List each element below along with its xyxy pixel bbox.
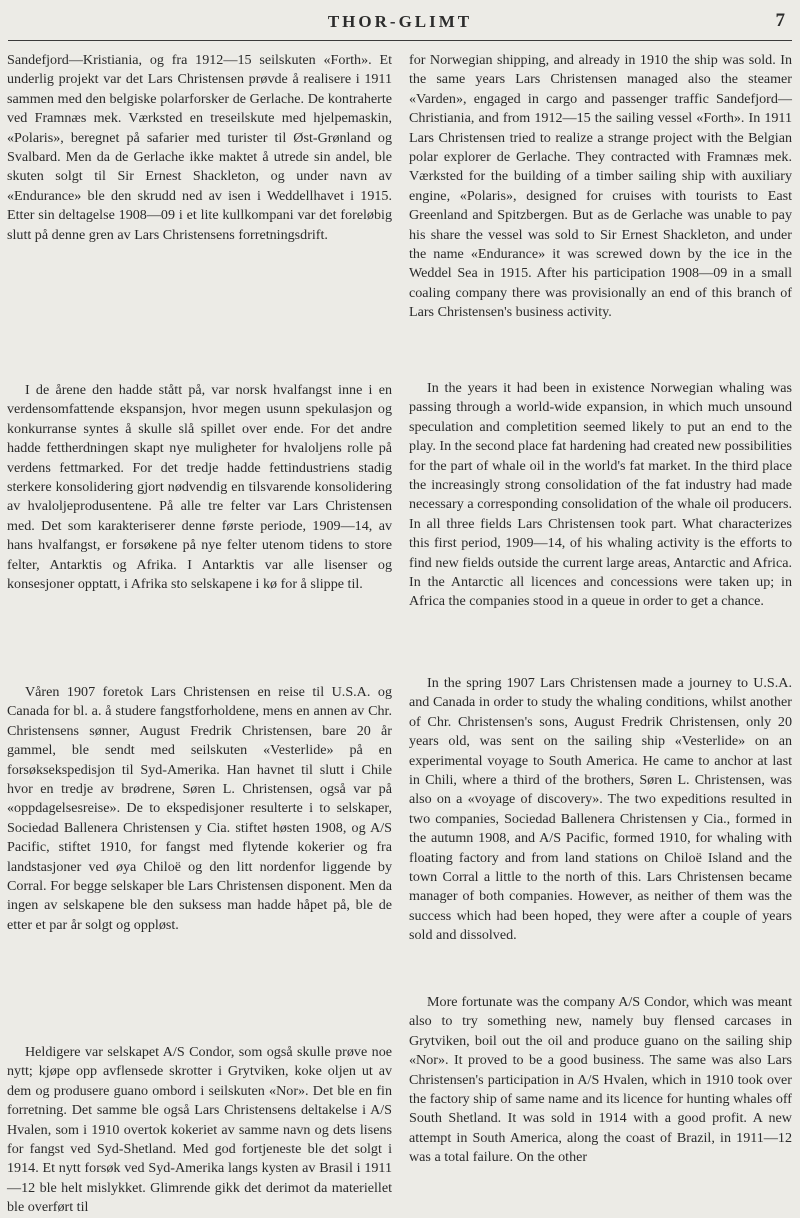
- english-paragraph: More fortunate was the company A/S Condor, which was meant also to try something new, namely buy flensed carcases in Grytviken, boil out the oil and produce guano on the sailing ship «Nor». It proved to be a good business. The same was also Lars Christensen's participation in A/S Hvalen, which in 1910 took over the factory ship of same name and its licence for hunting whales off South Shetland. It was sold in 1914 with a good profit. A new attempt in South America, along the coast of Brazil, in 1911—12 was a total failure. On the other: [409, 994, 792, 1166]
- norwegian-column: [7, 51, 392, 1216]
- header-rule: [8, 40, 792, 41]
- norwegian-paragraph: Våren 1907 foretok Lars Christensen en reise til U.S.A. og Canada for bl. a. å studere fangstforholdene, mens en annen av Chr. Christensens sønner, August Fredrik Christensen, bare 20 år gammel, ble sendt med seilskuten «Vesterlide» på en forsøksekspedisjon til Syd-Amerika. Han havnet til slutt i Chile hvor en tredje av brødrene, Søren L. Christensen, også var på «oppdagelsesreise». De to ekspedisjoner resulterte i to selskaper, Sociedad Ballenera Christensen y Cia. stiftet høsten 1908, og A/S Pacific, stiftet 1910, for fangst med flytende kokerier og fra landstasjoner ved øya Chiloë og den litt nordenfor liggende by Corral. For begge selskaper ble Lars Christensen disponent. Men da ingen av selskapene ble den suksess man hadde håpet på, ble de etter et par år solgt og oppløst.: [7, 684, 392, 933]
- english-paragraph: In the years it had been in existence Norwegian whaling was passing through a world-wide expansion, in which much unsound speculation and completition seemed likely to put an end to the play. In the second place fat hardening had created new possibilities for the part of whale oil in the world's fat market. In the third place the increasingly strong consolidation of the fat industry had made necessary a corresponding consolidation of the whale oil producers. In all three fields Lars Christensen took part. What characterizes this first period, 1909—14, of his whaling activity is the efforts to find new fields outside the current large areas, Antarctic and Africa. In the Antarctic all licences and concessions were taken up; in Africa the companies stood in a queue in order to get a chance.: [409, 380, 793, 610]
- norwegian-paragraph: Sandefjord—Kristiania, og fra 1912—15 seilskuten «Forth». Et underlig projekt var det Lars Christensen prøvde å realisere i 1911 sammen med den belgiske polarforsker de Gerlache. De kontraherte ved Framnæs mek. Værksted en treseilskute med hjelpemaskin, «Polaris», beregnet på safarier med turister til Øst-Grønland og Svalbard. Men da de Gerlache ikke maktet å utrede sin andel, ble skuten solgt til Sir Ernest Shackleton, og under navn av «Endurance» ble den skrudd ned av isen i Weddellhavet i 1915. Etter sin deltagelse 1908—09 i et lite kullkompani var det foreløbig slutt på denne gren av Lars Christensens forretningsdrift.: [7, 52, 392, 243]
- english-paragraph: for Norwegian shipping, and already in 1910 the ship was sold. In the same years Lars Christensen managed also the steamer «Varden», engaged in cargo and passenger traffic Sandefjord—Christiania, and from 1912—15 the sailing vessel «Forth». In 1911 Lars Christensen tried to realize a strange project with the Belgian polar explorer de Gerlache. They contracted with Framnæs mek. Værksted for the building of a timber sailing ship with auxiliary engine, «Polaris», designed for cruises with tourists to East Greenland and Spitzbergen. But as de Gerlache was unable to pay his share the vessel was sold to Sir Ernest Shackleton, and under the name «Endurance» it was screwed down by the ice in the Weddel Sea in 1915. After his participation 1908—09 in a small coaling company there was provisionally an end of this branch of Lars Christensen's business activity.: [409, 52, 792, 321]
- english-column: [409, 51, 792, 1201]
- norwegian-paragraph: I de årene den hadde stått på, var norsk hvalfangst inne i en verdensomfattende ekspansjon, hvor megen usunn spekulasjon og konkurranse syntes å skulle slå spillet over ende. For det andre hadde fettherdningen skapt nye muligheter for hvaloljens rolle på verdens fettmarked. For det tredje hadde fettindustriens stadig sterkere konsolidering gjort nødvendig en tilsvarende konsolidering av hvaloljeprodusentene. På alle tre felter var Lars Christensen med. Det som karakteriserer denne første periode, 1909—14, av hans hvalfangst, er forsøkene på nye felter utenom tidens to store felter, Antarktis og Afrika. I Antarktis var alle lisenser og konsesjoner opptatt, i Afrika sto selskapene i kø for å slippe til.: [7, 382, 392, 593]
- english-paragraph: In the spring 1907 Lars Christensen made a journey to U.S.A. and Canada in order to study the whaling conditions, whilst another of Chr. Christensen's sons, August Fredrik Christensen, only 20 years old, was sent on the sailing ship «Vesterlide» on an experimental voyage to South America. He came to anchor at last in Chili, where a third of the brothers, Søren L. Christensen, was also on a «voyage of discovery». The two expeditions resulted in two companies, Sociedad Ballenera Christensen y Cia., formed in the autumn 1908, and A/S Pacific, formed 1910, for whaling with floating factory and from land stations on Chiloë Island and the town Corral a little to the north of this. Lars Christensen became manager of both companies. However, as neither of them was the success which had been hoped, they were after a couple of years sold and dissolved.: [409, 675, 792, 944]
- norwegian-paragraph: Heldigere var selskapet A/S Condor, som også skulle prøve noe nytt; kjøpe opp avflensede skrotter i Grytviken, koke oljen ut av dem og produsere guano ombord i seilskuten «Nor». Det ble en fin forretning. Det samme ble også Lars Christensens deltakelse i A/S Hvalen, som i 1910 overtok kokeriet av samme navn og dets lisens for fangst ved Syd-Shetland. Med god fortjeneste ble det solgt i 1914. Et nytt forsøk ved Syd-Amerika langs kysten av Brasil i 1911—12 ble helt mislykket. Glimrende gikk det derimot da materiellet ble overført til: [7, 1044, 392, 1216]
- page-header: [0, 0, 800, 46]
- running-title: THOR-GLIMT: [327, 12, 473, 31]
- page-number: 7: [775, 10, 785, 31]
